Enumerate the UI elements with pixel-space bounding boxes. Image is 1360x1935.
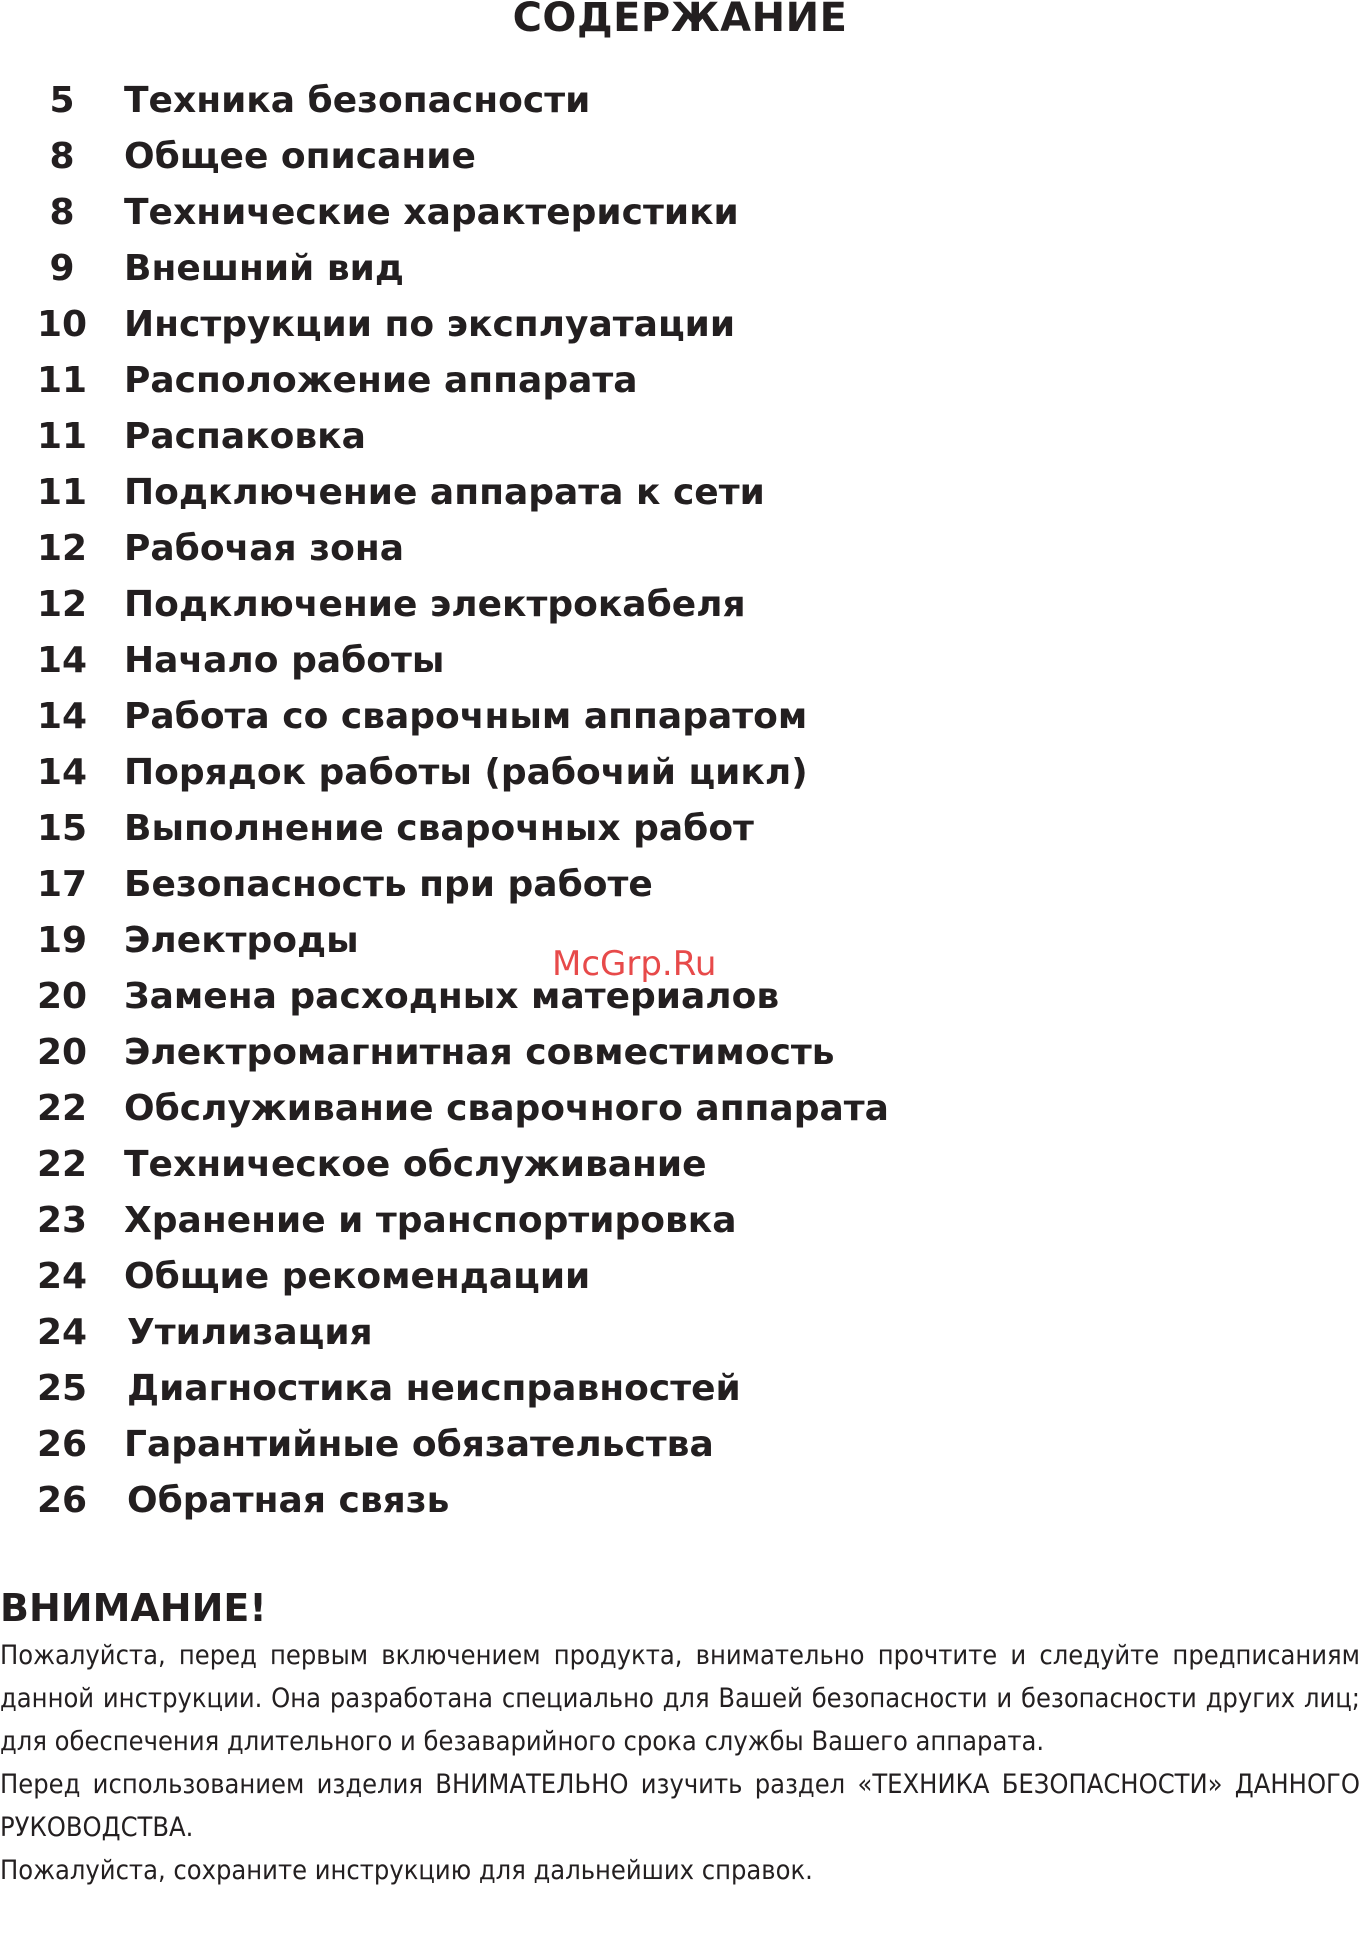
toc-page-number: 20 [36, 975, 88, 1017]
toc-page-number: 11 [36, 471, 88, 513]
toc-entry [0, 128, 1360, 184]
toc-page-number: 24 [36, 1255, 88, 1297]
toc-entry-title: Замена расходных материалов [124, 975, 780, 1017]
toc-entry [0, 240, 1360, 296]
toc-page-number: 11 [36, 415, 88, 457]
toc-page-number: 14 [36, 639, 88, 681]
toc-page-number: 20 [36, 1031, 88, 1073]
toc-entry-title: Утилизация [127, 1311, 373, 1353]
toc-entry [0, 1192, 1360, 1248]
toc-entry-title: Начало работы [124, 639, 445, 681]
toc-entry [0, 184, 1360, 240]
toc-page-number: 9 [49, 247, 75, 289]
toc-entry-title: Внешний вид [124, 247, 404, 289]
toc-page-number: 22 [36, 1087, 88, 1129]
toc-entry-title: Обслуживание сварочного аппарата [124, 1087, 889, 1129]
toc-page-number: 26 [36, 1423, 88, 1465]
toc-entry [0, 1416, 1360, 1472]
toc-page-number: 14 [36, 751, 88, 793]
toc-entry-title: Безопасность при работе [124, 863, 653, 905]
toc-entry-title: Обратная связь [127, 1479, 450, 1521]
toc-entry [0, 800, 1360, 856]
toc-entry [0, 1360, 1360, 1416]
toc-entry [0, 1136, 1360, 1192]
toc-page-number: 22 [36, 1143, 88, 1185]
toc-title: СОДЕРЖАНИЕ [512, 0, 848, 41]
toc-page-number: 8 [49, 135, 75, 177]
toc-entry-title: Техника безопасности [124, 79, 591, 121]
toc-page-number: 17 [36, 863, 88, 905]
toc-entry [0, 520, 1360, 576]
attention-section [0, 1584, 1360, 1892]
toc-entry-title: Общее описание [124, 135, 476, 177]
toc-entry [0, 296, 1360, 352]
toc-page-number: 14 [36, 695, 88, 737]
toc-entry [0, 576, 1360, 632]
toc-entry-title: Хранение и транспортировка [124, 1199, 737, 1241]
toc-entry-title: Электроды [124, 919, 359, 961]
toc-entry [0, 632, 1360, 688]
toc-entry-title: Распаковка [124, 415, 366, 457]
toc-entry [0, 1080, 1360, 1136]
toc-entry [0, 352, 1360, 408]
toc-entry-title: Гарантийные обязательства [124, 1423, 714, 1465]
toc-entry-title: Подключение аппарата к сети [124, 471, 765, 513]
attention-paragraph-1: Пожалуйста, перед первым включением продукта, внимательно прочтите и следуйте предписаниям данной инструкции. Она разработана специально для Вашей безопасности и безопасности других лиц; для обеспечения длительного и безаварийного срока службы Вашего аппарата. [0, 1640, 1360, 1757]
toc-entry-title: Общие рекомендации [124, 1255, 591, 1297]
toc-entry-title: Выполнение сварочных работ [124, 807, 754, 849]
toc-entry-title: Рабочая зона [124, 527, 405, 569]
toc-page-number: 5 [49, 79, 75, 121]
toc-page-number: 12 [36, 583, 88, 625]
attention-paragraph-2: Перед использованием изделия ВНИМАТЕЛЬНО изучить раздел «ТЕХНИКА БЕЗОПАСНОСТИ» ДАННОГО РУКОВОДСТВА. [0, 1769, 1360, 1843]
toc-entry-title: Подключение электрокабеля [124, 583, 746, 625]
toc-page-number: 23 [36, 1199, 88, 1241]
toc-page-number: 24 [36, 1311, 88, 1353]
toc-entry-title: Техническое обслуживание [124, 1143, 707, 1185]
toc-entry [0, 856, 1360, 912]
toc-entry [0, 72, 1360, 128]
toc-entry-title: Работа со сварочным аппаратом [124, 695, 808, 737]
toc-entry [0, 1248, 1360, 1304]
toc-entry-title: Электромагнитная совместимость [124, 1031, 835, 1073]
toc-page-number: 11 [36, 359, 88, 401]
toc-entry [0, 1024, 1360, 1080]
toc-entry-title: Порядок работы (рабочий цикл) [124, 751, 808, 793]
toc-entry [0, 1472, 1360, 1528]
toc-entry-title: Диагностика неисправностей [127, 1367, 741, 1409]
toc-page-number: 19 [36, 919, 88, 961]
toc-entry-title: Расположение аппарата [124, 359, 638, 401]
attention-paragraph-3: Пожалуйста, сохраните инструкцию для дальнейших справок. [0, 1855, 813, 1886]
toc-page-number: 10 [36, 303, 88, 345]
toc-entry [0, 408, 1360, 464]
toc-list [0, 72, 1360, 1528]
watermark: McGrp.Ru [552, 944, 717, 984]
toc-page-number: 15 [36, 807, 88, 849]
toc-entry-title: Технические характеристики [124, 191, 739, 233]
toc-entry [0, 744, 1360, 800]
toc-entry-title: Инструкции по эксплуатации [124, 303, 736, 345]
toc-page-number: 8 [49, 191, 75, 233]
toc-entry [0, 688, 1360, 744]
toc-page-number: 12 [36, 527, 88, 569]
attention-title: ВНИМАНИЕ! [0, 1586, 267, 1630]
toc-entry [0, 464, 1360, 520]
toc-page-number: 25 [36, 1367, 88, 1409]
toc-page-number: 26 [36, 1479, 88, 1521]
toc-entry [0, 1304, 1360, 1360]
